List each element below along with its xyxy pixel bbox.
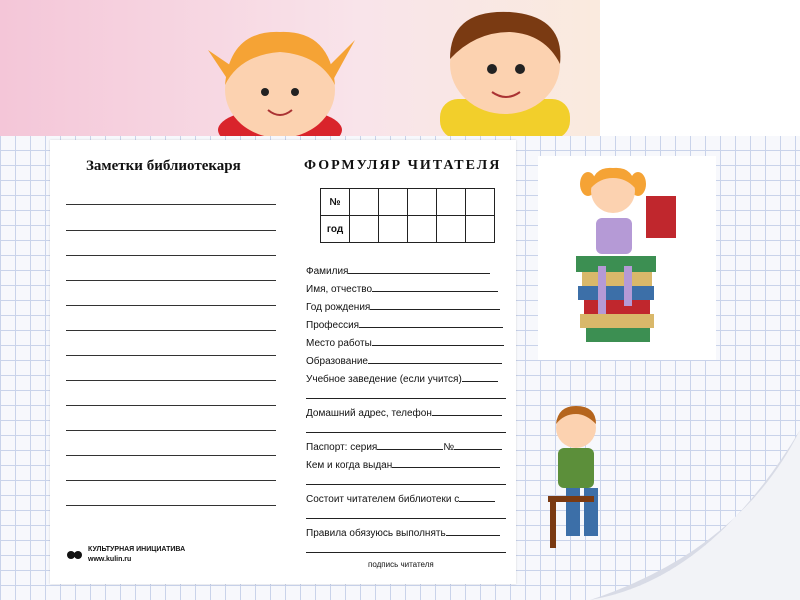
grid-cell[interactable] — [379, 189, 408, 216]
notes-line — [66, 355, 276, 356]
grid-cell[interactable] — [466, 216, 495, 243]
publisher-site: www.kulin.ru — [88, 556, 132, 563]
page-curl-corner — [590, 430, 800, 600]
signature-caption: подпись читателя — [368, 560, 434, 569]
notes-line — [66, 204, 276, 205]
field-label: Фамилия — [306, 266, 349, 277]
blank-line[interactable] — [306, 484, 506, 485]
field-issued-by[interactable] — [306, 458, 506, 471]
notes-line — [66, 305, 276, 306]
field-surname[interactable] — [306, 264, 506, 277]
grid-cell[interactable] — [350, 189, 379, 216]
notes-line — [66, 380, 276, 381]
notes-line — [66, 330, 276, 331]
notes-line — [66, 505, 276, 506]
field-label: Год рождения — [306, 302, 371, 313]
notes-line — [66, 280, 276, 281]
banner-blank-area — [600, 0, 800, 136]
number-year-grid — [320, 188, 495, 243]
field-workplace[interactable] — [306, 336, 506, 349]
grid-cell[interactable] — [466, 189, 495, 216]
grid-cell[interactable] — [437, 189, 466, 216]
grid-cell[interactable] — [350, 216, 379, 243]
field-label: Паспорт: серия — [306, 442, 378, 453]
notes-line — [66, 405, 276, 406]
notes-line — [66, 230, 276, 231]
publisher-name: КУЛЬТУРНАЯ ИНИЦИАТИВА — [88, 546, 186, 553]
girl-on-books-panel — [538, 156, 716, 360]
reader-form-sheet — [50, 140, 516, 584]
grid-cell[interactable] — [408, 216, 437, 243]
field-label: Домашний адрес, телефон — [306, 408, 432, 419]
field-member-since[interactable] — [306, 492, 506, 505]
girl-on-books-image — [538, 156, 716, 360]
notes-line — [66, 480, 276, 481]
field-profession[interactable] — [306, 318, 506, 331]
field-school[interactable] — [306, 372, 506, 385]
field-name-patronymic[interactable] — [306, 282, 506, 295]
passport-number-label: № — [443, 442, 455, 453]
thinking-boy-image — [538, 400, 618, 550]
field-education[interactable] — [306, 354, 506, 367]
notes-line — [66, 455, 276, 456]
field-label: Место работы — [306, 338, 372, 349]
field-label: Образование — [306, 356, 368, 367]
grid-cell[interactable] — [437, 216, 466, 243]
notes-line — [66, 255, 276, 256]
blank-line[interactable] — [306, 432, 506, 433]
grid-cell[interactable] — [379, 216, 408, 243]
blank-line[interactable] — [306, 518, 506, 519]
field-passport[interactable] — [306, 440, 506, 453]
field-label: Учебное заведение (если учится) — [306, 374, 462, 385]
field-rules-agreement[interactable] — [306, 526, 506, 539]
publisher-logo — [66, 545, 185, 565]
librarian-notes-title: Заметки библиотекаря — [86, 158, 241, 174]
grid-number-label: № — [321, 189, 350, 216]
field-birth-year[interactable] — [306, 300, 506, 313]
signature-line[interactable] — [306, 552, 506, 553]
field-label: Кем и когда выдан — [306, 460, 393, 471]
grid-year-label: год — [321, 216, 350, 243]
grid-cell[interactable] — [408, 189, 437, 216]
field-label: Профессия — [306, 320, 360, 331]
field-label: Имя, отчество — [306, 284, 373, 295]
reader-form-title: ФОРМУЛЯР ЧИТАТЕЛЯ — [304, 158, 502, 173]
notes-line — [66, 430, 276, 431]
field-address-phone[interactable] — [306, 406, 506, 419]
boy-cartoon-image — [420, 4, 590, 136]
field-label: Правила обязуюсь выполнять — [306, 528, 446, 539]
field-label: Состоит читателем библиотеки с — [306, 494, 460, 505]
blank-line[interactable] — [306, 398, 506, 399]
girl-cartoon-image — [200, 10, 360, 136]
publisher-logo-icon — [66, 546, 84, 564]
